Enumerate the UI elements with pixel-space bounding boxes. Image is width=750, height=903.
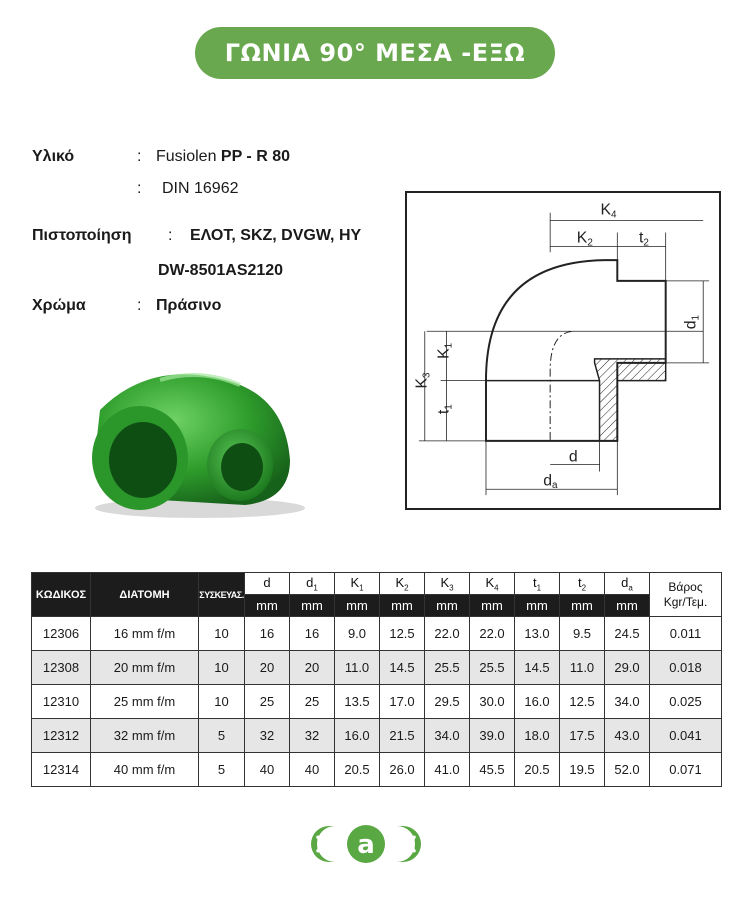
table-cell: 12308 — [32, 651, 91, 685]
table-cell: 0.041 — [650, 719, 722, 753]
table-cell: 10 — [199, 617, 245, 651]
table-row — [32, 719, 722, 753]
table-cell: 32 — [245, 719, 290, 753]
table-cell: 12314 — [32, 753, 91, 787]
table-cell: 34.0 — [425, 719, 470, 753]
table-cell: 13.0 — [515, 617, 560, 651]
table-cell: 17.0 — [380, 685, 425, 719]
colon: : — [168, 227, 173, 244]
table-cell: 16 — [290, 617, 335, 651]
table-cell: 25.5 — [470, 651, 515, 685]
table-cell: 39.0 — [470, 719, 515, 753]
material-prefix: Fusiolen — [156, 148, 221, 165]
table-cell: 18.0 — [515, 719, 560, 753]
label-t1: t1 — [435, 404, 455, 415]
header-unit: mm — [425, 595, 470, 617]
table-cell: 16 — [245, 617, 290, 651]
logo-letter: a — [357, 830, 375, 860]
table-cell: 11.0 — [560, 651, 605, 685]
table-cell: 10 — [199, 651, 245, 685]
label-k1: K1 — [435, 342, 455, 359]
table-cell: 41.0 — [425, 753, 470, 787]
small-socket-opening — [221, 443, 263, 491]
header-code: ΚΩΔΙΚΟΣ — [32, 573, 91, 617]
table-cell: 40 — [245, 753, 290, 787]
table-cell: 26.0 — [380, 753, 425, 787]
table-cell: 29.5 — [425, 685, 470, 719]
table-cell: 11.0 — [335, 651, 380, 685]
header-weight: Βάρος Kgr/Τεμ. — [650, 573, 722, 617]
table-cell: 12306 — [32, 617, 91, 651]
table-cell: 32 — [290, 719, 335, 753]
label-d1: d1 — [682, 315, 702, 330]
section-hatch — [595, 359, 666, 441]
table-cell: 20 — [245, 651, 290, 685]
table-cell: 21.5 — [380, 719, 425, 753]
label-da: da — [543, 472, 558, 492]
colon: : — [137, 180, 142, 197]
table-cell: 5 — [199, 753, 245, 787]
table-row — [32, 753, 722, 787]
certification-line1: ΕΛΟΤ, SKZ, DVGW, HY — [190, 227, 362, 244]
technical-drawing — [405, 191, 721, 510]
table-cell: 52.0 — [605, 753, 650, 787]
fitting-photo — [40, 340, 320, 540]
table-row — [32, 651, 722, 685]
table-cell: 32 mm f/m — [91, 719, 199, 753]
brand-logo — [303, 822, 429, 866]
table-cell: 10 — [199, 685, 245, 719]
table-cell: 25 — [245, 685, 290, 719]
label-k4: K4 — [600, 201, 617, 221]
logo-left-wave — [317, 836, 320, 852]
colon: : — [137, 297, 142, 314]
header-dim: $d_1$ — [290, 573, 335, 595]
header-unit: mm — [290, 595, 335, 617]
header-unit: mm — [470, 595, 515, 617]
color-value: Πράσινο — [156, 297, 222, 314]
header-size: ΔΙΑΤΟΜΗ — [91, 573, 199, 617]
table-cell: 40 mm f/m — [91, 753, 199, 787]
color-label: Χρώμα — [32, 297, 86, 314]
table-cell: 25.5 — [425, 651, 470, 685]
table-cell: 22.0 — [425, 617, 470, 651]
table-cell: 12310 — [32, 685, 91, 719]
logo-right-mark — [397, 826, 421, 862]
large-socket-opening — [109, 422, 177, 498]
table-cell: 19.5 — [560, 753, 605, 787]
label-d: d — [568, 448, 578, 466]
table-cell: 12.5 — [560, 685, 605, 719]
header-dim: $K_3$ — [425, 573, 470, 595]
table-cell: 5 — [199, 719, 245, 753]
header-dim: $K_4$ — [470, 573, 515, 595]
table-cell: 14.5 — [515, 651, 560, 685]
logo-left-mark — [311, 826, 335, 862]
table-cell: 20 — [290, 651, 335, 685]
table-cell: 0.018 — [650, 651, 722, 685]
table-cell: 22.0 — [470, 617, 515, 651]
certification-line2: DW-8501AS2120 — [158, 262, 284, 279]
header-unit: mm — [560, 595, 605, 617]
table-cell: 30.0 — [470, 685, 515, 719]
table-cell: 43.0 — [605, 719, 650, 753]
dimensions-table — [31, 572, 722, 787]
table-cell: 16.0 — [515, 685, 560, 719]
label-k3: K3 — [413, 372, 433, 389]
material-value — [156, 148, 290, 166]
table-cell: 40 — [290, 753, 335, 787]
label-t2: t2 — [639, 229, 649, 249]
header-dim: $d_a$ — [605, 573, 650, 595]
title-banner: ΓΩΝΙΑ 90° ΜΕΣΑ -ΕΞΩ — [195, 27, 555, 79]
colon: : — [137, 148, 142, 165]
table-cell: 9.0 — [335, 617, 380, 651]
table-cell: 9.5 — [560, 617, 605, 651]
table-cell: 25 mm f/m — [91, 685, 199, 719]
table-cell: 34.0 — [605, 685, 650, 719]
table-cell: 16 mm f/m — [91, 617, 199, 651]
table-row — [32, 685, 722, 719]
table-cell: 20.5 — [335, 753, 380, 787]
header-pack: ΣΥΣΚΕΥΑΣ. — [199, 573, 245, 617]
table-cell: 0.025 — [650, 685, 722, 719]
table-cell: 0.011 — [650, 617, 722, 651]
header-unit: mm — [380, 595, 425, 617]
label-k2: K2 — [576, 229, 593, 249]
logo-right-wave — [412, 836, 415, 852]
header-unit: mm — [335, 595, 380, 617]
header-dim: d — [245, 573, 290, 595]
table-cell: 14.5 — [380, 651, 425, 685]
header-unit: mm — [515, 595, 560, 617]
table-row — [32, 617, 722, 651]
table-cell: 12.5 — [380, 617, 425, 651]
header-dim: $K_1$ — [335, 573, 380, 595]
table-cell: 45.5 — [470, 753, 515, 787]
header-unit: mm — [605, 595, 650, 617]
standard-value: DIN 16962 — [162, 180, 239, 197]
table-cell: 13.5 — [335, 685, 380, 719]
material-grade: PP - R 80 — [220, 148, 290, 165]
table-cell: 12312 — [32, 719, 91, 753]
table-cell: 25 — [290, 685, 335, 719]
table-cell: 17.5 — [560, 719, 605, 753]
center-line — [550, 331, 575, 440]
material-label: Υλικό — [32, 148, 75, 165]
header-dim: $K_2$ — [380, 573, 425, 595]
table-cell: 24.5 — [605, 617, 650, 651]
table-cell: 20 mm f/m — [91, 651, 199, 685]
header-dim: $t_1$ — [515, 573, 560, 595]
header-dim: $t_2$ — [560, 573, 605, 595]
fitting-outline — [486, 260, 666, 441]
certification-label: Πιστοποίηση — [32, 227, 132, 244]
table-cell: 29.0 — [605, 651, 650, 685]
header-unit: mm — [245, 595, 290, 617]
table-cell: 20.5 — [515, 753, 560, 787]
table-cell: 16.0 — [335, 719, 380, 753]
table-cell: 0.071 — [650, 753, 722, 787]
